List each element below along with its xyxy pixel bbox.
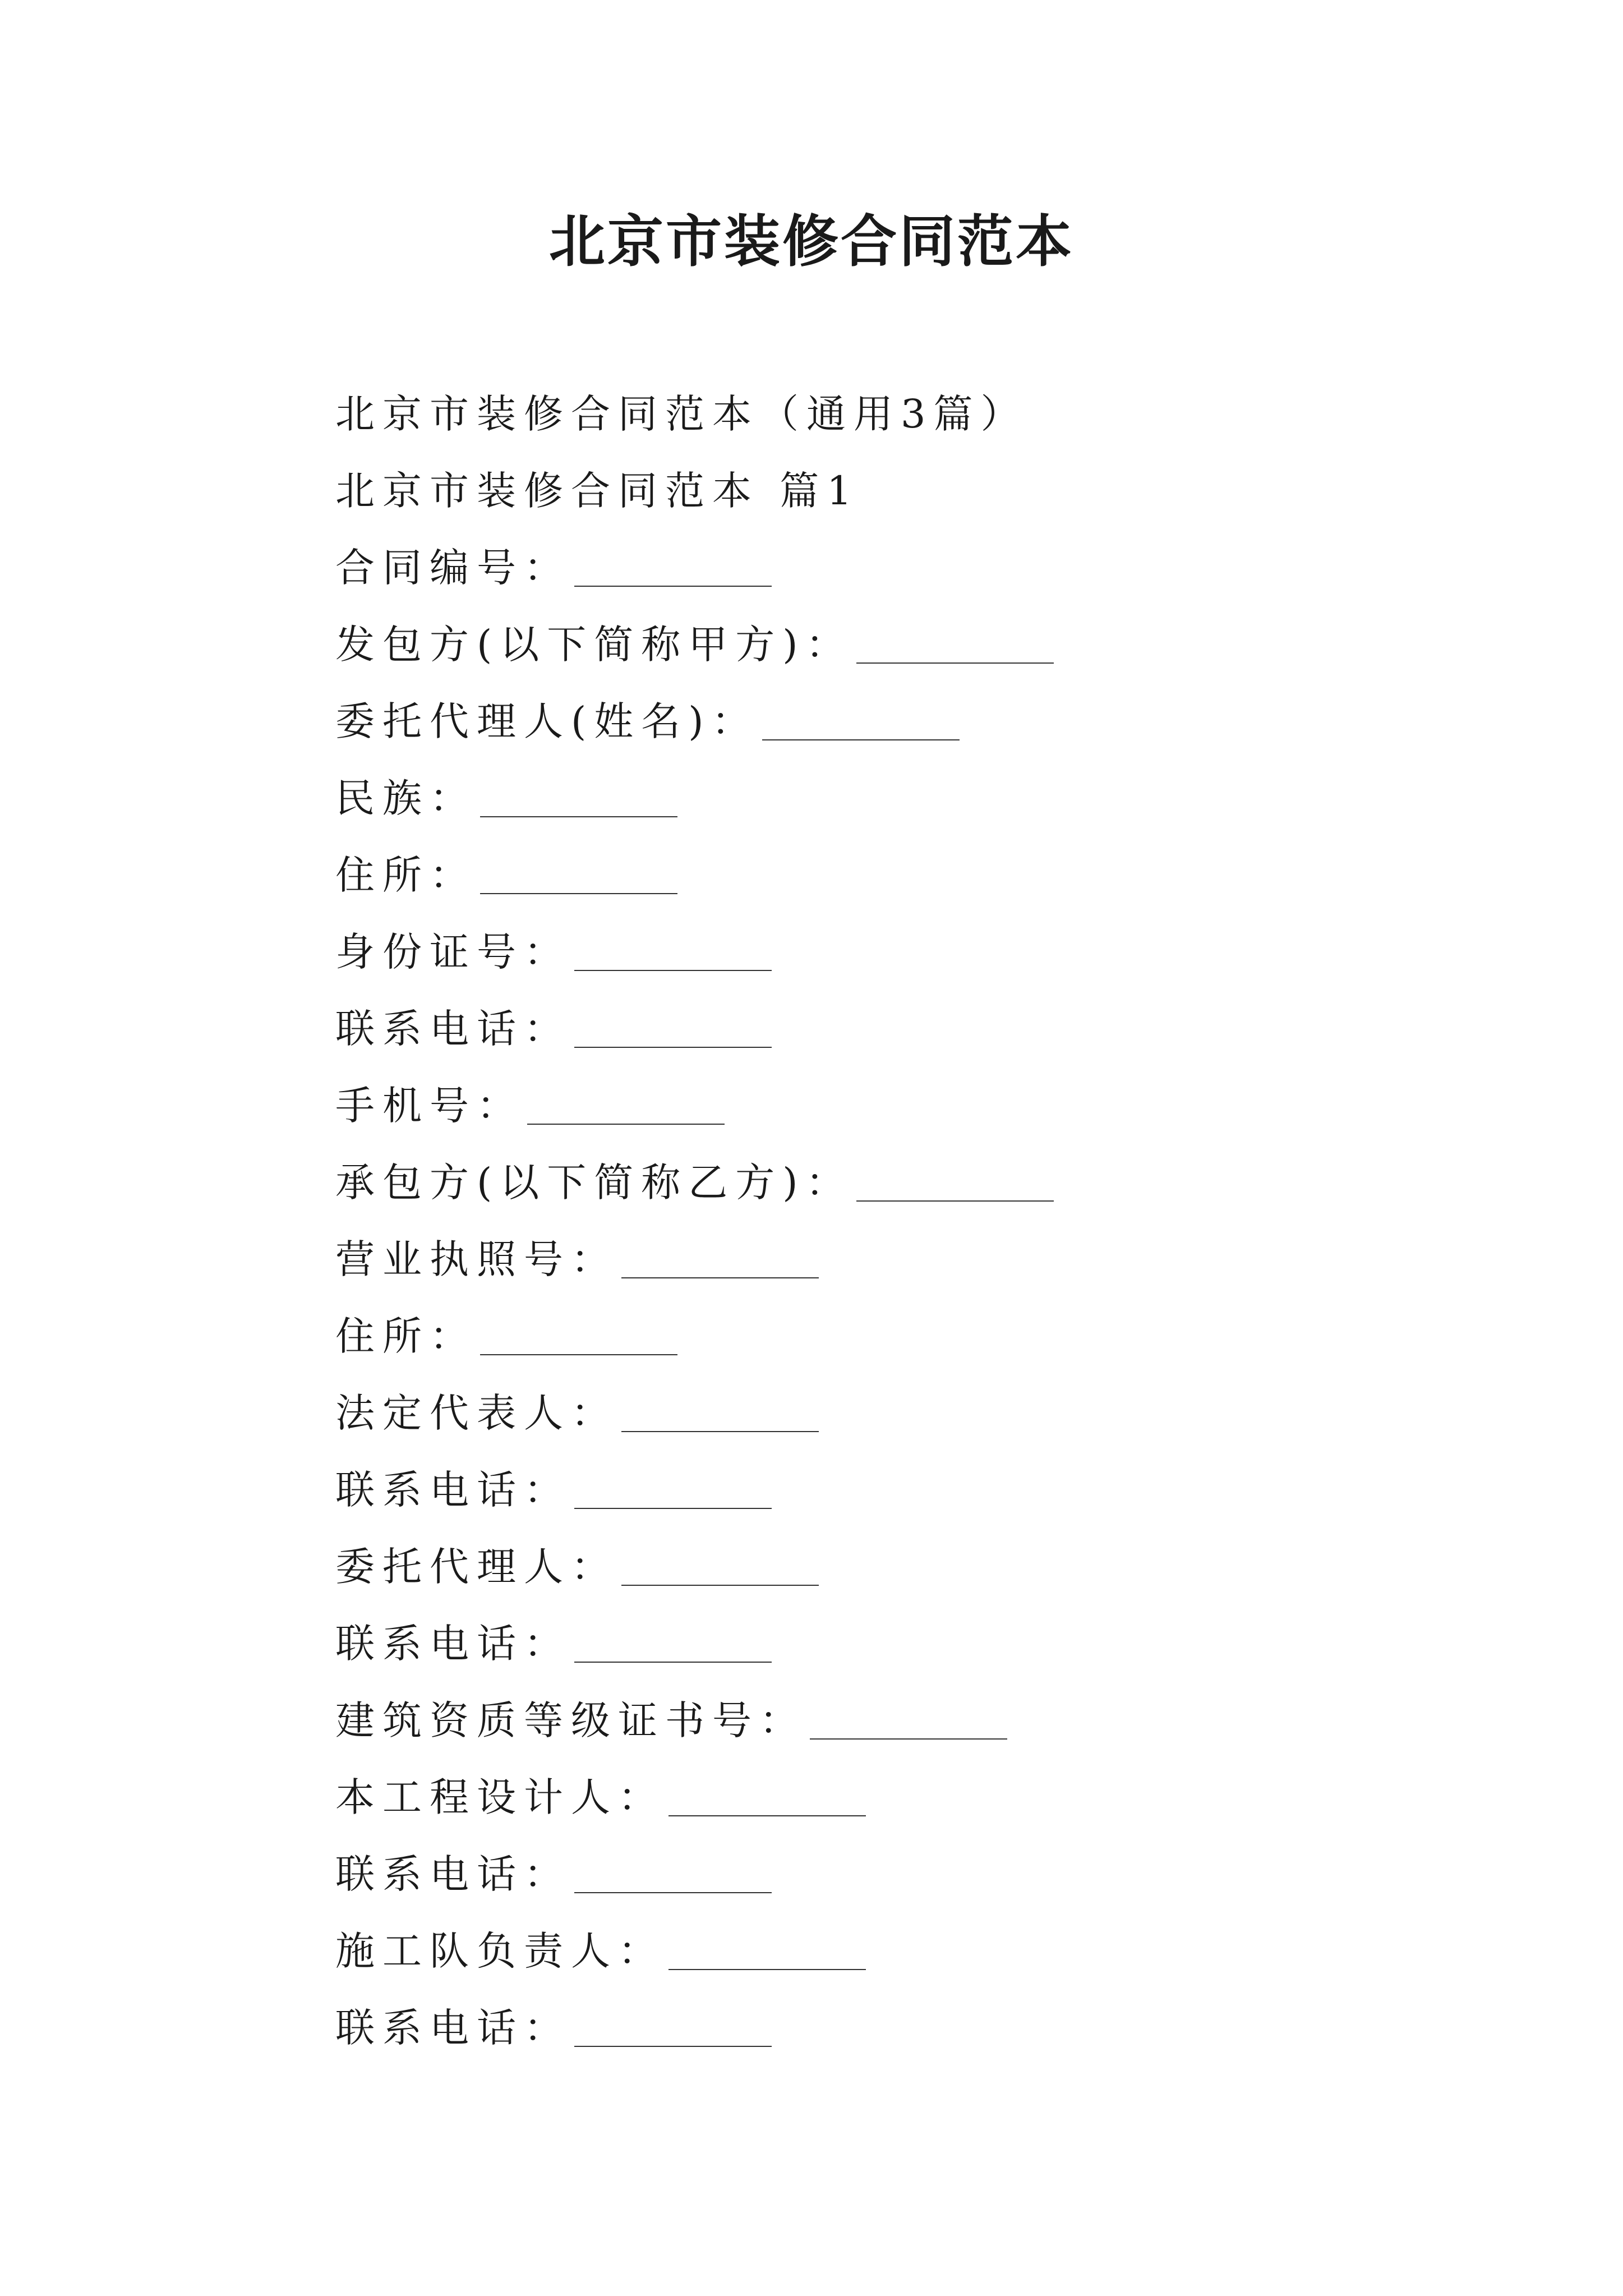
- section-heading: [335, 449, 1513, 526]
- fill-in-blank: [527, 1124, 725, 1125]
- field-business-license: [335, 1218, 1513, 1295]
- field-party-b-agent: [335, 1525, 1513, 1602]
- field-party-a-address: [335, 834, 1513, 910]
- field-label: 合同编号：: [335, 545, 571, 591]
- field-label: 身份证号：: [335, 929, 571, 975]
- field-designer: [335, 1756, 1513, 1833]
- field-designer-phone: [335, 1833, 1513, 1910]
- fill-in-blank: [574, 2046, 772, 2047]
- field-label: 联系电话：: [335, 1467, 571, 1513]
- field-label: 承包方(以下简称乙方)：: [335, 1159, 853, 1205]
- fill-in-blank: [762, 739, 960, 740]
- field-id-number: [335, 910, 1513, 987]
- fill-in-blank: [668, 1815, 866, 1816]
- field-mobile: [335, 1064, 1513, 1141]
- field-party-b: [335, 1141, 1513, 1218]
- field-label: 民族：: [335, 775, 477, 821]
- fill-in-blank: [574, 1662, 772, 1663]
- field-label: 本工程设计人：: [335, 1774, 665, 1820]
- field-label: 委托代理人：: [335, 1544, 618, 1590]
- field-label: 手机号：: [335, 1083, 524, 1129]
- fill-in-blank: [574, 970, 772, 971]
- fill-in-blank: [856, 1200, 1054, 1202]
- field-party-a: [335, 603, 1513, 680]
- field-label: 建筑资质等级证书号：: [335, 1697, 806, 1743]
- fill-in-blank: [480, 816, 677, 817]
- field-contract-number: [335, 526, 1513, 603]
- line-text: 北京市装修合同范本 篇1: [335, 468, 860, 514]
- field-label: 住所：: [335, 1313, 477, 1359]
- fill-in-blank: [856, 662, 1054, 664]
- field-qualification-certificate: [335, 1679, 1513, 1756]
- fill-in-blank: [621, 1431, 819, 1432]
- fill-in-blank: [480, 893, 677, 894]
- line-text: 北京市装修合同范本（通用3篇）: [335, 391, 1028, 437]
- fill-in-blank: [810, 1738, 1007, 1740]
- field-label: 住所：: [335, 852, 477, 898]
- fill-in-blank: [621, 1277, 819, 1278]
- field-label: 发包方(以下简称甲方)：: [335, 622, 853, 668]
- fill-in-blank: [668, 1969, 866, 1970]
- fill-in-blank: [574, 586, 772, 587]
- field-label: 法定代表人：: [335, 1390, 618, 1436]
- field-representative-phone: [335, 1448, 1513, 1525]
- field-agent-phone: [335, 1602, 1513, 1679]
- field-legal-representative: [335, 1372, 1513, 1448]
- field-label: 营业执照号：: [335, 1236, 618, 1282]
- contract-field-list: [335, 372, 1513, 2063]
- field-construction-lead-phone: [335, 1986, 1513, 2063]
- field-construction-lead: [335, 1910, 1513, 1986]
- fill-in-blank: [480, 1354, 677, 1355]
- subtitle-line: [335, 372, 1513, 449]
- fill-in-blank: [574, 1508, 772, 1509]
- fill-in-blank: [574, 1892, 772, 1893]
- field-ethnicity: [335, 757, 1513, 834]
- field-label: 联系电话：: [335, 2005, 571, 2051]
- document-title: 北京市装修合同范本: [549, 208, 1074, 274]
- fill-in-blank: [621, 1585, 819, 1586]
- field-label: 施工队负责人：: [335, 1928, 665, 1974]
- fill-in-blank: [574, 1047, 772, 1048]
- field-label: 联系电话：: [335, 1006, 571, 1052]
- field-label: 联系电话：: [335, 1621, 571, 1667]
- field-party-b-address: [335, 1295, 1513, 1372]
- field-label: 委托代理人(姓名)：: [335, 698, 759, 744]
- field-party-a-phone: [335, 987, 1513, 1064]
- field-label: 联系电话：: [335, 1851, 571, 1897]
- field-party-a-agent: [335, 680, 1513, 757]
